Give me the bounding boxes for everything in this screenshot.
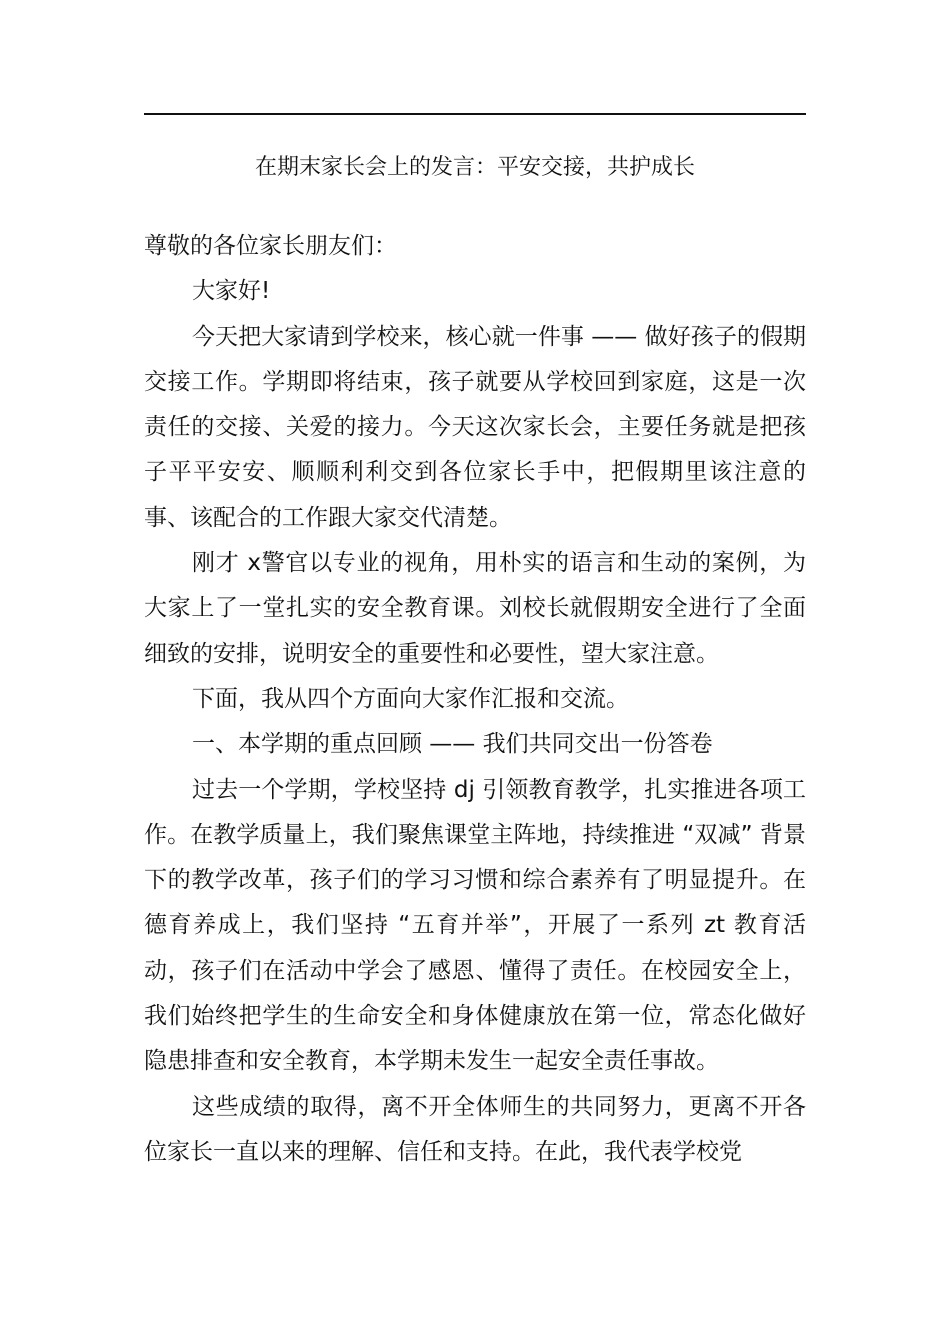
section-heading-1: 一、本学期的重点回顾 —— 我们共同交出一份答卷: [192, 731, 713, 758]
header-rule: [144, 113, 806, 115]
paragraph-overview: 下面，我从四个方面向大家作汇报和交流。: [192, 685, 629, 712]
paragraph-greeting: 大家好!: [192, 278, 271, 305]
salutation: 尊敬的各位家长朋友们：: [144, 233, 397, 259]
paragraph-purpose: 今天把大家请到学校来，核心就一件事 —— 做好孩子的假期交接工作。学期即将结束，孩子就要从学校回到家庭，这是一次责任的交接、关爱的接力。今天这次家长会，主要任务就是把孩子平平安安、顺顺利利交到各位家长手中，把假期里该注意的事、该配合的工作跟大家交代清楚。: [144, 323, 806, 531]
document-body: [144, 224, 806, 1175]
paragraph-safety-lecture: 刚才 x警官以专业的视角，用朴实的语言和生动的案例，为大家上了一堂扎实的安全教育课。刘校长就假期安全进行了全面细致的安排，说明安全的重要性和必要性，望大家注意。: [144, 550, 806, 667]
paragraph-thanks: 这些成绩的取得，离不开全体师生的共同努力，更离不开各位家长一直以来的理解、信任和支持。在此，我代表学校党: [144, 1093, 806, 1165]
document-title: 在期末家长会上的发言：平安交接，共护成长: [254, 155, 695, 180]
paragraph-review: 过去一个学期，学校坚持 dj 引领教育教学，扎实推进各项工作。在教学质量上，我们聚焦课堂主阵地，持续推进 “双减” 背景下的教学改革，孩子们的学习习惯和综合素养有了明显提升。在德育养成上，我们坚持 “五育并举”，开展了一系列 zt 教育活动，孩子们在活动中学会了感恩、懂得了责任。在校园安全上，我们始终把学生的生命安全和身体健康放在第一位，常态化做好隐患排查和安全教育，本学期未发生一起安全责任事故。: [144, 776, 806, 1075]
